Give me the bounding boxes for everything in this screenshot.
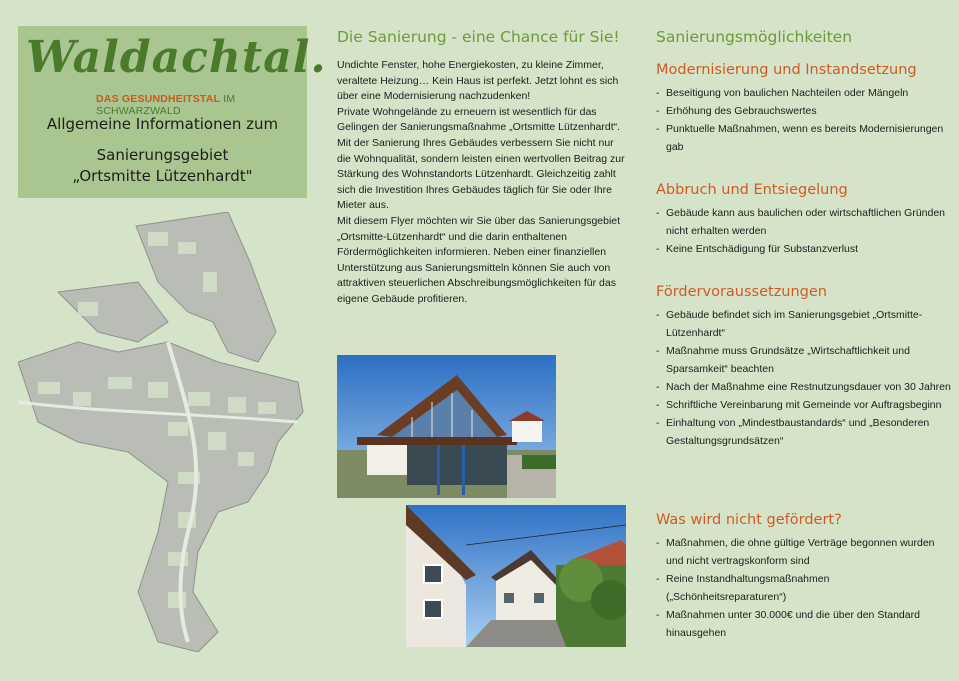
list-item: - Reine Instandhaltungsmaßnahmen („Schönheitsreparaturen“) — [656, 573, 830, 603]
middle-column — [337, 28, 627, 308]
section-title: Was wird nicht gefördert? — [656, 512, 842, 528]
list-item: - Nach der Maßnahme eine Restnutzungsdauer von 30 Jahren — [656, 381, 951, 393]
paragraph: Mit diesem Flyer möchten wir Sie über das Sanierungsgebiet „Ortsmitte-Lützenhardt“ und die darin enthaltenen Fördermöglichkeiten informieren. Neben einer finanziellen Unterstützung aus Sanierungsmitteln können Sie auch von attraktiven steuerlichen Abschreibungsmöglichkeiten für das eigene Gebäude profitieren. — [337, 214, 621, 305]
list-item-text: Reine Instandhaltungsmaßnahmen („Schönheitsreparaturen“) — [666, 573, 830, 603]
bullet-list — [656, 204, 951, 258]
bullet-list — [656, 84, 951, 156]
right-column — [656, 28, 951, 46]
list-item-text: Punktuelle Maßnahmen, wenn es bereits Modernisierungen gab — [666, 123, 944, 153]
list-item-text: Keine Entschädigung für Substanzverlust — [666, 243, 859, 255]
title-box — [18, 26, 327, 198]
list-item-text: Maßnahmen unter 30.000€ und die über den Standard hinausgehen — [666, 609, 920, 639]
section-title: Modernisierung und Instandsetzung — [656, 62, 917, 78]
title-line-1: Allgemeine Informationen zum — [46, 115, 279, 133]
list-item-text: Nach der Maßnahme eine Restnutzungsdauer von 30 Jahren — [666, 381, 951, 393]
list-item-text: Beseitigung von baulichen Nachteilen oder Mängeln — [666, 87, 909, 99]
site-map — [18, 212, 308, 652]
list-item-text: Einhaltung von „Mindestbaustandards“ und „Besonderen Gestaltungsgrundsätzen“ — [666, 417, 930, 447]
section-modernisierung — [656, 62, 951, 156]
bullet-list — [656, 306, 951, 450]
section-foerdervoraussetzungen — [656, 284, 951, 450]
paragraph: Undichte Fenster, hohe Energiekosten, zu kleine Zimmer, veraltete Heizung… Kein Haus ist perfekt. Jetzt lohnt es sich über eine Modernisierung nachzudenken! — [337, 59, 619, 103]
list-item-text: Maßnahmen, die ohne gültige Verträge begonnen wurden und nicht vertragskonform sind — [666, 537, 935, 567]
list-item: - Einhaltung von „Mindestbaustandards“ und „Besonderen Gestaltungsgrundsätzen“ — [656, 417, 930, 447]
section-title: Fördervoraussetzungen — [656, 284, 827, 300]
section-abbruch — [656, 182, 951, 258]
list-item-text: Maßnahme muss Grundsätze „Wirtschaftlichkeit und Sparsamkeit“ beachten — [666, 345, 910, 375]
list-item: - Gebäude kann aus baulichen oder wirtschaftlichen Gründen nicht erhalten werden — [656, 207, 946, 237]
photo-gable-building — [337, 355, 556, 498]
paragraph: Private Wohngelände zu erneuern ist wesentlich für das Gelingen der Sanierungsmaßnahme „Ortsmitte Lützenhardt“. Mit der Sanierung Ihres Gebäudes verbessern Sie nicht nur die Wohnqualität, sondern leisten einen wertvollen Beitrag zur Stärkung des Wohnstandorts Lützenhardt. Gleichzeitig zahlt sich die Investition Ihres Gebäudes täglich für Sie oder Ihre Mieter aus. — [337, 105, 625, 212]
waldachtal-logo: Waldachtal. — [26, 32, 327, 83]
list-item-text: Schriftliche Vereinbarung mit Gemeinde vor Auftragsbeginn — [666, 399, 942, 411]
list-item: - Erhöhung des Gebrauchswertes — [656, 105, 817, 117]
photo-street-houses — [406, 505, 626, 647]
title-line-2: Sanierungsgebiet — [96, 146, 229, 164]
bullet-list — [656, 534, 951, 642]
list-item-text: Gebäude kann aus baulichen oder wirtschaftlichen Gründen nicht erhalten werden — [666, 207, 946, 237]
list-item: - Gebäude befindet sich im Sanierungsgebiet „Ortsmitte-Lützenhardt“ — [656, 309, 923, 339]
list-item-text: Gebäude befindet sich im Sanierungsgebiet „Ortsmitte-Lützenhardt“ — [666, 309, 923, 339]
left-panel — [18, 26, 327, 198]
page-title — [18, 114, 307, 187]
middle-heading: Die Sanierung - eine Chance für Sie! — [337, 28, 620, 46]
list-item: - Schriftliche Vereinbarung mit Gemeinde vor Auftragsbeginn — [656, 399, 942, 411]
list-item-text: Erhöhung des Gebrauchswertes — [666, 105, 817, 117]
list-item: - Maßnahmen unter 30.000€ und die über den Standard hinausgehen — [656, 609, 920, 639]
section-nicht-gefoerdert — [656, 512, 951, 642]
title-line-3: „Ortsmitte Lützenhardt" — [72, 167, 253, 185]
right-heading: Sanierungsmöglichkeiten — [656, 28, 853, 46]
logo-tagline-main: DAS GESUNDHEITSTAL — [96, 93, 221, 105]
list-item: - Maßnahme muss Grundsätze „Wirtschaftlichkeit und Sparsamkeit“ beachten — [656, 345, 910, 375]
list-item: - Maßnahmen, die ohne gültige Verträge begonnen wurden und nicht vertragskonform sind — [656, 537, 935, 567]
list-item: - Keine Entschädigung für Substanzverlust — [656, 243, 859, 255]
list-item: - Beseitigung von baulichen Nachteilen oder Mängeln — [656, 87, 909, 99]
list-item: - Punktuelle Maßnahmen, wenn es bereits Modernisierungen gab — [656, 123, 944, 153]
section-title: Abbruch und Entsiegelung — [656, 182, 848, 198]
middle-body — [337, 58, 627, 308]
logo-tagline-region: IM SCHWARZWALD — [96, 93, 236, 117]
